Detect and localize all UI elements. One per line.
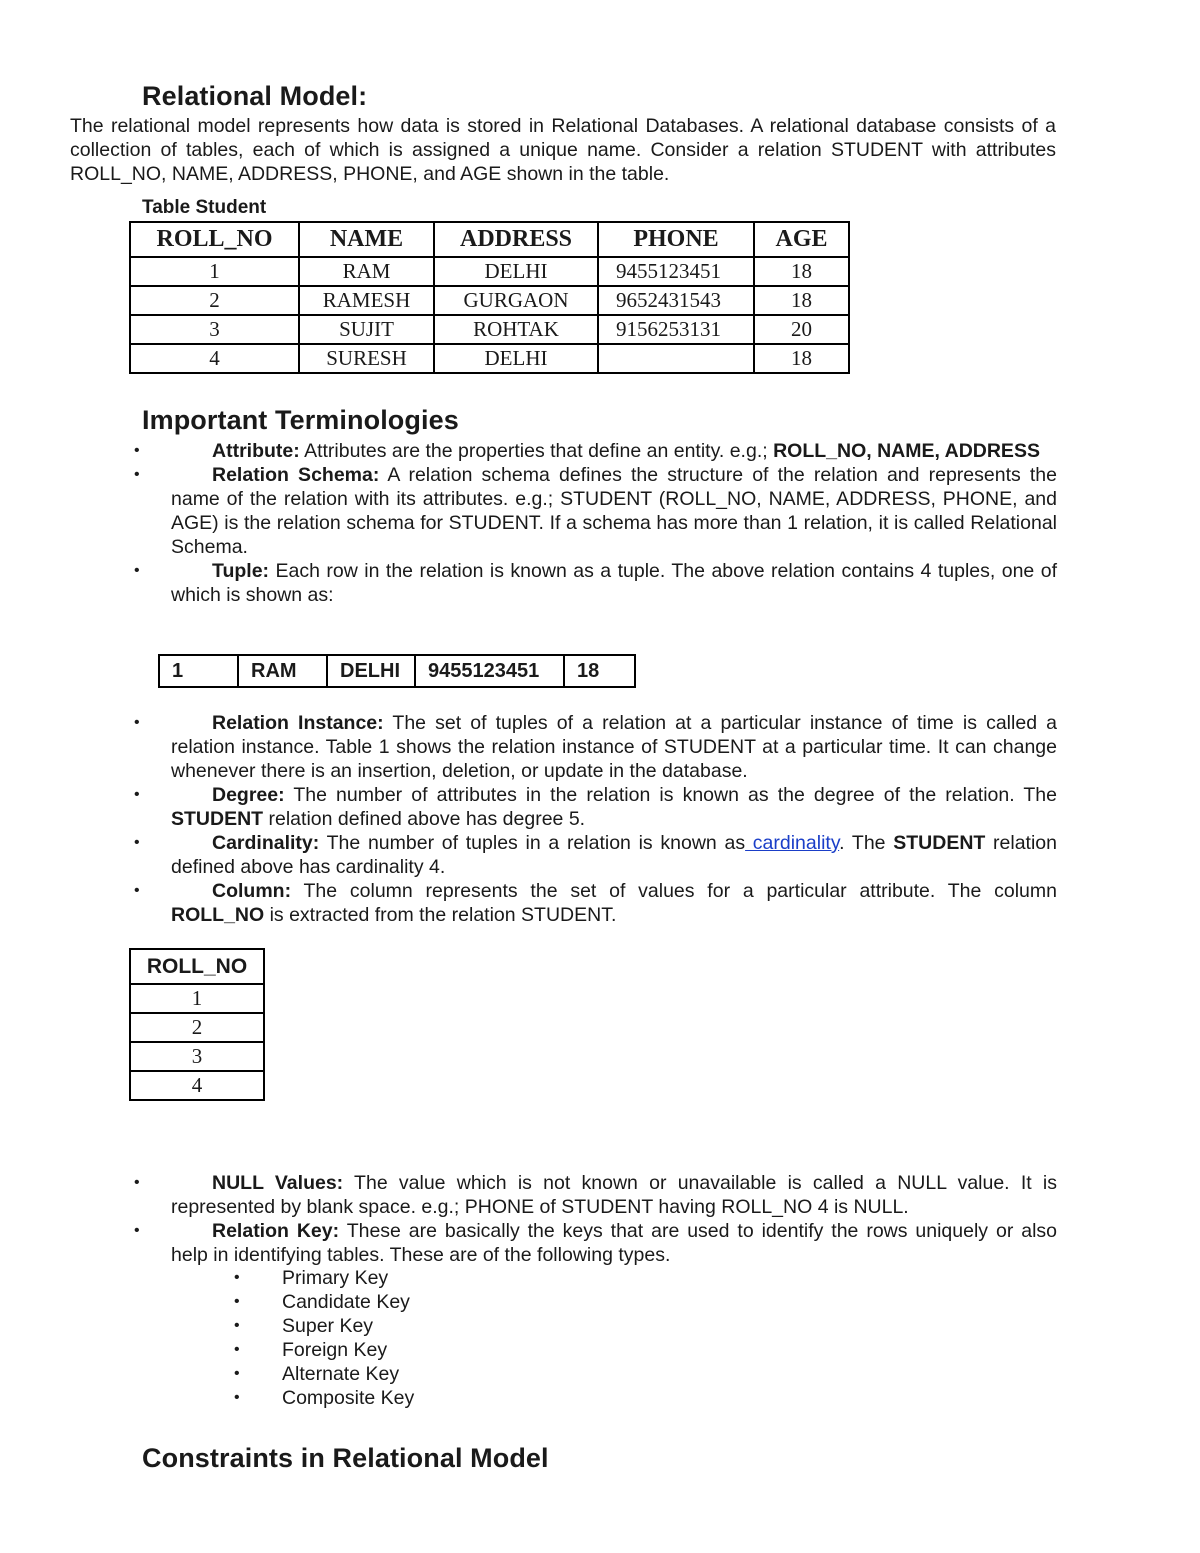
list-item: • Tuple: Each row in the relation is known as a tuple. The above relation contains 4 tuples, one of which is shown as:	[134, 560, 1057, 606]
term-label: Cardinality:	[212, 832, 320, 854]
column-header: AGE	[754, 222, 849, 257]
term-label: Relation Instance:	[212, 712, 384, 734]
bullet-icon: •	[234, 1389, 240, 1406]
table-row	[130, 1071, 264, 1100]
table-cell: 9455123451	[415, 655, 564, 687]
list-item: • Candidate Key	[234, 1291, 410, 1313]
list-item: • Primary Key	[234, 1267, 389, 1289]
table-cell: 2	[130, 286, 299, 315]
table-cell: 20	[754, 315, 849, 344]
table-cell: 18	[564, 655, 635, 687]
tuple-example-table	[158, 654, 636, 688]
bullet-icon: •	[234, 1293, 240, 1310]
bullet-icon: •	[134, 786, 140, 803]
table-cell: 1	[130, 257, 299, 286]
table-row	[159, 655, 635, 687]
column-header: ROLL_NO	[130, 949, 264, 984]
table-cell: 18	[754, 286, 849, 315]
term-label: Degree:	[212, 784, 285, 806]
bullet-icon: •	[134, 1222, 140, 1239]
table-row	[130, 1042, 264, 1071]
intro-paragraph: The relational model represents how data is stored in Relational Databases. A relational database consists of a collection of tables, each of which is assigned a unique name. Consider a relation STUDENT with attributes ROLL_NO, NAME, ADDRESS, PHONE, and AGE shown in the table.	[70, 115, 1056, 185]
list-item: • Alternate Key	[234, 1363, 400, 1385]
table-cell: SURESH	[299, 344, 434, 373]
term-label: Tuple:	[212, 560, 270, 582]
list-item: • Column: The column represents the set of values for a particular attribute. The column ROLL_NO is extracted from the relation STUDENT.	[134, 880, 1057, 926]
bullet-icon: •	[234, 1365, 240, 1382]
table-row	[130, 344, 849, 373]
term-label: Relation Key:	[212, 1220, 340, 1242]
table-cell: RAMESH	[299, 286, 434, 315]
bullet-icon: •	[234, 1341, 240, 1358]
list-item: • Relation Instance: The set of tuples of a relation at a particular instance of time is called a relation instance. Table 1 shows the relation instance of STUDENT at a particular time. It can change whenever there is an insertion, deletion, or update in the database.	[134, 712, 1057, 782]
terminology-list-3	[0, 1171, 1200, 1267]
cardinality-link[interactable]: cardinality	[745, 832, 840, 854]
key-types-list	[0, 1266, 1200, 1410]
term-label: NULL Values:	[212, 1172, 344, 1194]
table-cell: 2	[130, 1013, 264, 1042]
table-caption: Table Student	[142, 197, 267, 218]
table-cell: 4	[130, 344, 299, 373]
list-item: • Composite Key	[234, 1387, 415, 1409]
table-cell: 3	[130, 315, 299, 344]
table-cell: 18	[754, 344, 849, 373]
list-item: • Cardinality: The number of tuples in a relation is known as cardinality. The STUDENT relation defined above has cardinality 4.	[134, 832, 1057, 878]
list-item: • NULL Values: The value which is not known or unavailable is called a NULL value. It is represented by blank space. e.g.; PHONE of STUDENT having ROLL_NO 4 is NULL.	[134, 1172, 1057, 1218]
table-row	[130, 257, 849, 286]
heading-relational-model: Relational Model:	[142, 81, 368, 111]
table-cell: 18	[754, 257, 849, 286]
table-header-row	[130, 949, 264, 984]
column-header: ROLL_NO	[130, 222, 299, 257]
term-label: Column:	[212, 880, 292, 902]
list-item: • Degree: The number of attributes in the relation is known as the degree of the relation. The STUDENT relation defined above has degree 5.	[134, 784, 1057, 830]
table-row	[130, 984, 264, 1013]
term-label: Relation Schema:	[212, 464, 380, 486]
table-cell	[598, 344, 754, 373]
column-header: PHONE	[598, 222, 754, 257]
column-header: NAME	[299, 222, 434, 257]
table-cell: 1	[130, 984, 264, 1013]
table-row	[130, 315, 849, 344]
table-cell: 9652431543	[598, 286, 754, 315]
table-cell: DELHI	[434, 344, 598, 373]
table-row	[130, 286, 849, 315]
table-cell: RAM	[238, 655, 327, 687]
bullet-icon: •	[134, 562, 140, 579]
table-cell: DELHI	[434, 257, 598, 286]
bullet-icon: •	[234, 1269, 240, 1286]
table-cell: 3	[130, 1042, 264, 1071]
table-cell: GURGAON	[434, 286, 598, 315]
bullet-icon: •	[234, 1317, 240, 1334]
table-cell: RAM	[299, 257, 434, 286]
table-header-row	[130, 222, 849, 257]
column-header: ADDRESS	[434, 222, 598, 257]
list-item: • Relation Schema: A relation schema defines the structure of the relation and represents the name of the relation with its attributes. e.g.; STUDENT (ROLL_NO, NAME, ADDRESS, PHONE, and AGE) is the relation schema for STUDENT. If a schema has more than 1 relation, it is called Relational Schema.	[134, 464, 1057, 558]
bullet-icon: •	[134, 882, 140, 899]
term-label: Attribute:	[212, 440, 300, 462]
table-row	[130, 1013, 264, 1042]
list-item: • Super Key	[234, 1315, 374, 1337]
table-cell: 9455123451	[598, 257, 754, 286]
list-item: • Attribute: Attributes are the properties that define an entity. e.g.; ROLL_NO, NAME, ADDRESS	[134, 440, 1040, 462]
table-cell: 1	[159, 655, 238, 687]
bullet-icon: •	[134, 466, 140, 483]
table-cell: SUJIT	[299, 315, 434, 344]
table-cell: ROHTAK	[434, 315, 598, 344]
heading-constraints: Constraints in Relational Model	[142, 1443, 549, 1473]
bullet-icon: •	[134, 1174, 140, 1191]
list-item: • Foreign Key	[234, 1339, 388, 1361]
table-cell: DELHI	[327, 655, 415, 687]
table-cell: 9156253131	[598, 315, 754, 344]
list-item: • Relation Key: These are basically the keys that are used to identify the rows uniquely or also help in identifying tables. These are of the following types.	[134, 1220, 1058, 1266]
terminology-list-2	[0, 711, 1200, 927]
bullet-icon: •	[134, 442, 140, 459]
bullet-icon: •	[134, 834, 140, 851]
bullet-icon: •	[134, 714, 140, 731]
roll-no-column-table	[129, 948, 265, 1101]
terminology-list-1	[0, 439, 1200, 607]
table-cell: 4	[130, 1071, 264, 1100]
student-table	[129, 221, 850, 374]
heading-important-terminologies: Important Terminologies	[142, 405, 459, 435]
